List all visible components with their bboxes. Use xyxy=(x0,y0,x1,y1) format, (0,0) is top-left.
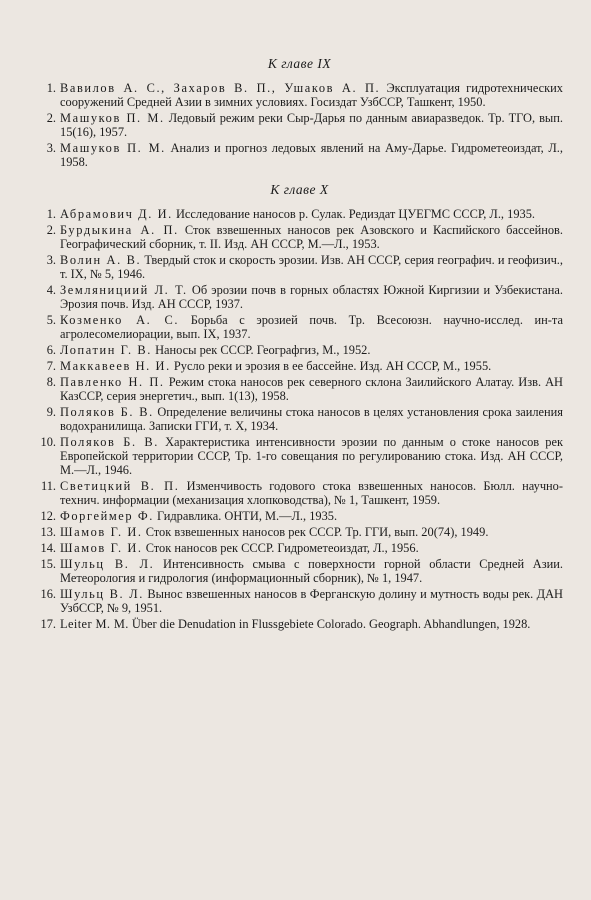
reference-item: 9. Поляков Б. В. Определение величины стока наносов в целях установления срока заиления водохранилища. Записки ГГИ, т. X, 1934. xyxy=(46,405,563,433)
reference-item: 5. Козменко А. С. Борьба с эрозией почв. Тр. Всесоюзн. научно-исслед. ин-та агролесомелиорации, вып. IX, 1937. xyxy=(46,313,563,341)
reference-item: 14. Шамов Г. И. Сток наносов рек СССР. Гидрометеоиздат, Л., 1956. xyxy=(40,541,419,555)
section-heading-chapter-9: К главе IX xyxy=(267,56,332,71)
reference-item: 3. Волин А. В. Твердый сток и скорость эрозии. Изв. АН СССР, серия географич. и геофизич., т. IX, № 5, 1946. xyxy=(46,253,563,281)
reference-item: 10. Поляков Б. В. Характеристика интенсивности эрозии по данным о стоке наносов рек Европейской территории СССР, Тр. 1-го совещания по регулированию стока. Изд. АН СССР, М.—Л., 1946. xyxy=(40,435,563,477)
reference-item: 13. Шамов Г. И. Сток взвешенных наносов рек СССР. Тр. ГГИ, вып. 20(74), 1949. xyxy=(40,525,489,539)
reference-list-chapter-10 xyxy=(36,207,563,631)
reference-item: 17. Leiter M. M. Über die Denudation in Flussgebiete Colorado. Geograph. Abhandlungen, 1928. xyxy=(40,617,531,631)
reference-item: 1. Абрамович Д. И. Исследование наносов р. Сулак. Редиздат ЦУЕГМС СССР, Л., 1935. xyxy=(46,207,536,221)
reference-item: 6. Лопатин Г. В. Наносы рек СССР. Географгиз, М., 1952. xyxy=(46,343,371,357)
reference-item: 8. Павленко Н. П. Режим стока наносов рек северного склона Заилийского Алатау. Изв. АН КазССР, серия энергетич., вып. 1(13), 1958. xyxy=(46,375,563,403)
reference-item: 16. Шульц В. Л. Вынос взвешенных наносов в Ферганскую долину и мутность воды рек. ДАН УзбССР, № 9, 1951. xyxy=(40,587,563,615)
reference-list-chapter-9 xyxy=(36,81,563,169)
reference-item: 2. Машуков П. М. Ледовый режим реки Сыр-Дарья по данным авиаразведок. Тр. ТГО, вып. 15(16), 1957. xyxy=(46,111,563,139)
section-heading-chapter-10: К главе X xyxy=(270,182,329,197)
reference-item: 7. Маккавеев Н. И. Русло реки и эрозия в ее бассейне. Изд. АН СССР, М., 1955. xyxy=(46,359,492,373)
reference-item: 11. Светицкий В. П. Изменчивость годового стока взвешенных наносов. Бюлл. научно-технич. информации (механизация хлопководства), № 1, Ташкент, 1959. xyxy=(40,479,564,507)
reference-item: 2. Бурдыкина А. П. Сток взвешенных наносов рек Азовского и Каспийского бассейнов. Географический сборник, т. II. Изд. АН СССР, М.—Л., 1953. xyxy=(46,223,563,251)
reference-item: 12. Форгеймер Ф. Гидравлика. ОНТИ, М.—Л., 1935. xyxy=(40,509,338,523)
reference-item: 4. Землянициий Л. Т. Об эрозии почв в горных областях Южной Киргизии и Узбекистана. Эрозия почв. Изд. АН СССР, 1937. xyxy=(46,283,563,311)
reference-item: 1. Вавилов А. С., Захаров В. П., Ушаков А. П. Эксплуатация гидротехнических сооружений Средней Азии в зимних условиях. Госиздат УзбССР, Ташкент, 1950. xyxy=(46,81,563,109)
reference-item: 3. Машуков П. М. Анализ и прогноз ледовых явлений на Аму-Дарье. Гидрометеоиздат, Л., 1958. xyxy=(46,141,563,169)
reference-item: 15. Шульц В. Л. Интенсивность смыва с поверхности горной области Средней Азии. Метеорология и гидрология (информационный сборник), № 1, 1947. xyxy=(40,557,563,585)
